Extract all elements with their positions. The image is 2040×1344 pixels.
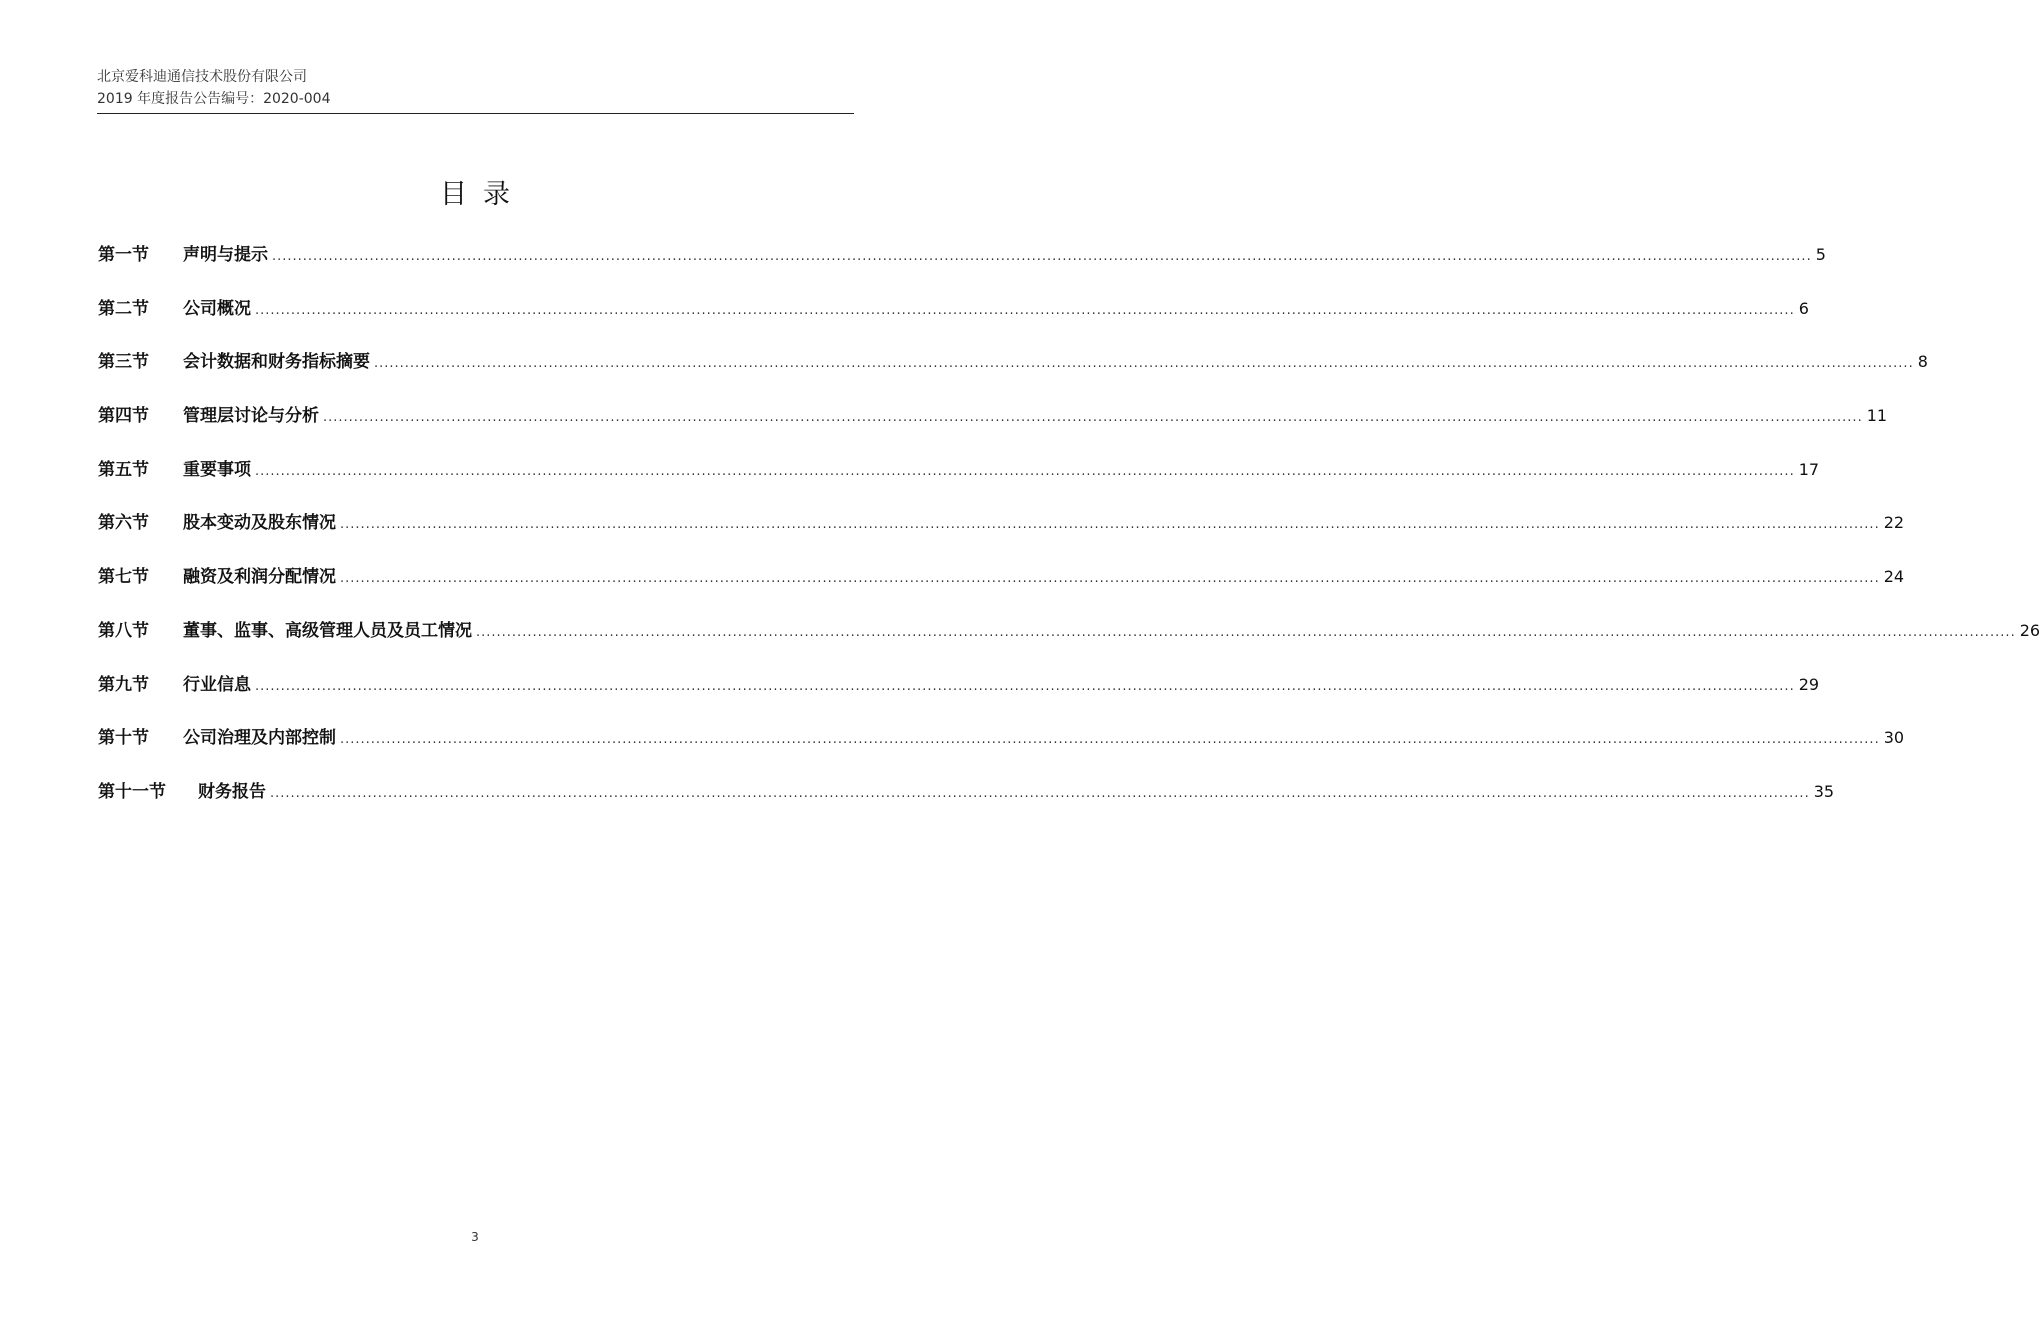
report-number: 2019 年度报告公告编号：2020-004 — [97, 91, 331, 107]
toc-dot-leader: ............................................................................................................................................................................................................................................................................................................ — [270, 785, 1810, 801]
toc-page-number: 30 — [1883, 728, 1905, 748]
toc-section-title: 融资及利润分配情况 — [183, 567, 336, 588]
toc-section-number: 第四节 — [98, 406, 149, 427]
toc-section-title: 公司治理及内部控制 — [183, 728, 336, 749]
toc-entry[interactable] — [98, 562, 1905, 616]
toc-page-number: 24 — [1883, 567, 1905, 587]
toc-section-number: 第九节 — [98, 674, 149, 695]
toc-entry[interactable] — [98, 240, 1826, 294]
toc-page-number: 6 — [1798, 298, 1809, 318]
toc-dot-leader: ............................................................................................................................................................................................................................................................................................................ — [255, 463, 1795, 479]
toc-section-number: 第十节 — [98, 728, 149, 749]
toc-section-number: 第三节 — [98, 352, 149, 373]
toc-page-number: 8 — [1917, 352, 1928, 372]
toc-page-number: 26 — [2019, 620, 2040, 640]
toc-section-title: 重要事项 — [183, 459, 251, 480]
toc-section-title: 会计数据和财务指标摘要 — [183, 352, 370, 373]
toc-page-number: 35 — [1813, 781, 1835, 801]
toc-section-title: 行业信息 — [183, 674, 251, 695]
toc-section-title: 声明与提示 — [183, 245, 268, 265]
toc-section-title: 股本变动及股东情况 — [183, 513, 336, 534]
table-of-contents — [98, 240, 2040, 831]
toc-dot-leader: ............................................................................................................................................................................................................................................................................................................ — [340, 571, 1880, 587]
toc-entry[interactable] — [98, 455, 1820, 509]
toc-entry[interactable] — [98, 294, 1809, 348]
toc-dot-leader: ............................................................................................................................................................................................................................................................................................................ — [323, 410, 1863, 426]
toc-section-number: 第二节 — [98, 298, 149, 319]
toc-dot-leader: ............................................................................................................................................................................................................................................................................................................ — [374, 356, 1914, 372]
toc-section-number: 第七节 — [98, 567, 149, 588]
toc-page-number: 5 — [1815, 245, 1826, 264]
toc-entry[interactable] — [98, 670, 1820, 724]
toc-section-number: 第五节 — [98, 459, 149, 480]
toc-dot-leader: ............................................................................................................................................................................................................................................................................................................ — [255, 302, 1795, 318]
toc-title: 目录 — [440, 179, 526, 210]
toc-entry[interactable] — [98, 723, 1905, 777]
toc-section-number: 第八节 — [98, 620, 149, 641]
toc-section-number: 第十一节 — [98, 781, 166, 802]
toc-dot-leader: ............................................................................................................................................................................................................................................................................................................ — [340, 732, 1880, 748]
company-name: 北京爱科迪通信技术股份有限公司 — [97, 69, 307, 85]
toc-dot-leader: ............................................................................................................................................................................................................................................................................................................ — [340, 517, 1880, 533]
toc-page-number: 17 — [1798, 459, 1820, 479]
toc-dot-leader: ............................................................................................................................................................................................................................................................................................................ — [272, 249, 1812, 264]
toc-section-title: 财务报告 — [198, 781, 266, 802]
toc-section-title: 公司概况 — [183, 298, 251, 319]
page-number: 3 — [471, 1230, 479, 1244]
toc-dot-leader: ............................................................................................................................................................................................................................................................................................................ — [476, 624, 2016, 640]
toc-section-title: 董事、监事、高级管理人员及员工情况 — [183, 620, 472, 641]
toc-entry[interactable] — [98, 347, 1928, 401]
toc-entry[interactable] — [98, 777, 1835, 831]
toc-entry[interactable] — [98, 616, 2040, 670]
toc-section-title: 管理层讨论与分析 — [183, 406, 319, 427]
toc-dot-leader: ............................................................................................................................................................................................................................................................................................................ — [255, 678, 1795, 694]
page-header — [97, 66, 854, 114]
toc-entry[interactable] — [98, 508, 1905, 562]
toc-page-number: 29 — [1798, 674, 1820, 694]
toc-entry[interactable] — [98, 401, 1888, 455]
toc-section-number: 第一节 — [98, 245, 149, 265]
toc-page-number: 22 — [1883, 513, 1905, 533]
toc-page-number: 11 — [1866, 406, 1888, 426]
toc-section-number: 第六节 — [98, 513, 149, 534]
